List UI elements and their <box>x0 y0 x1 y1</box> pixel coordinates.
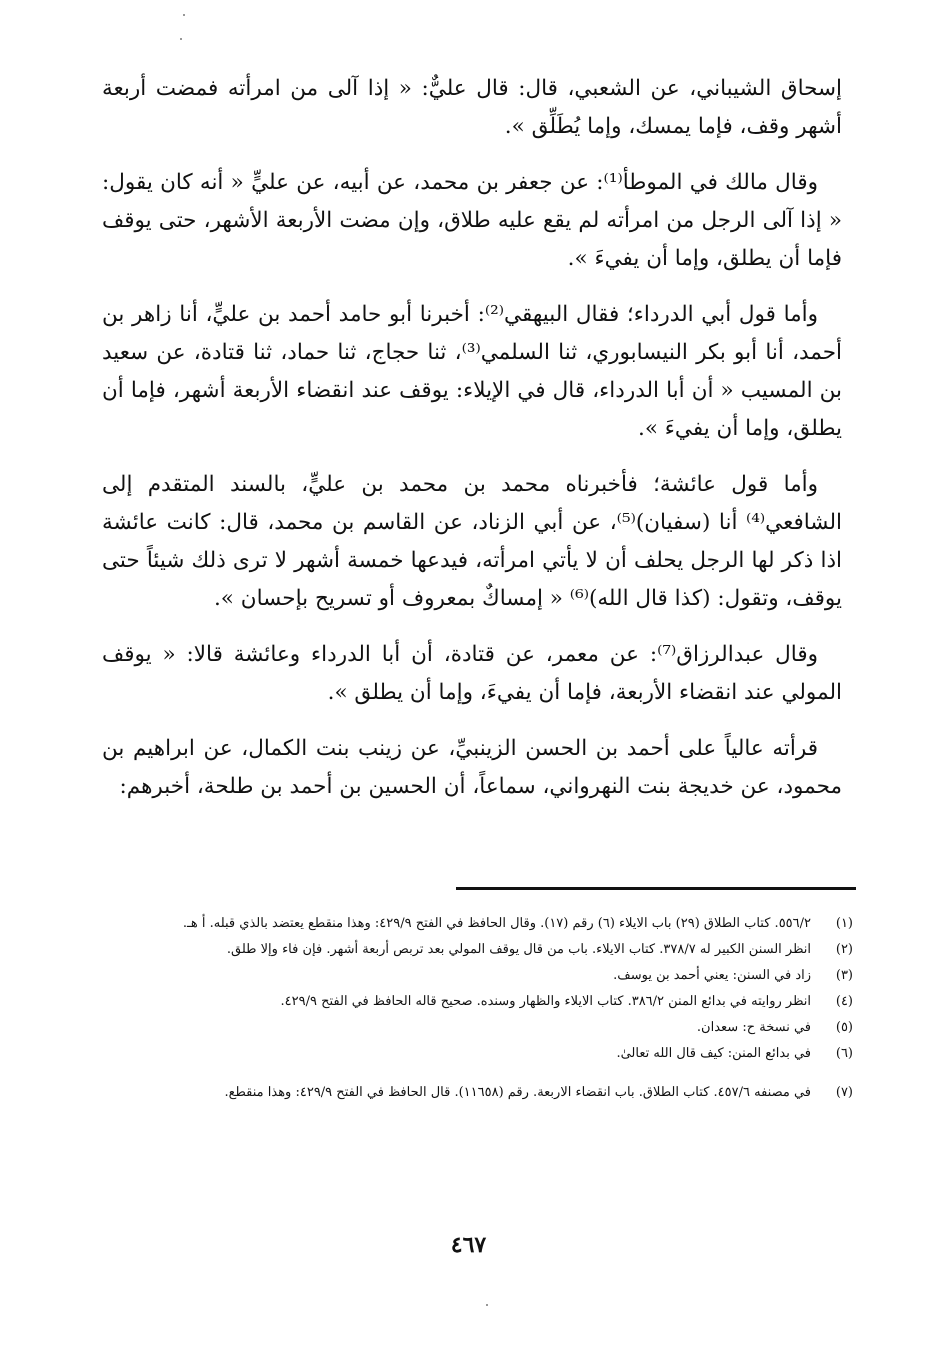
footnote-text: انظر السنن الكبير له ٣٧٨/٧. كتاب الايلاء. باب من قال يوقف المولي بعد تربص أربعة أشهر. فإن فاء وإلا طلق. <box>226 942 811 957</box>
footnote-number: (١) <box>835 916 853 931</box>
footnote-text: في نسخة ح: سعدان. <box>696 1020 811 1035</box>
footnote <box>108 990 853 1013</box>
page-number: ٤٦٧ <box>450 1232 487 1258</box>
main-text <box>102 70 842 824</box>
paragraph-1: إسحاق الشيباني، عن الشعبي، قال: قال عليٌّ: « إذا آلى من امرأته فمضت أربعة أشهر وقف، فإما يمسك، وإما يُطَلِّق ». <box>102 76 842 139</box>
paragraph-6: قرأته عالياً على أحمد بن الحسن الزينبيِّ، عن زينب بنت الكمال، عن ابراهيم بن محمود، عن خديجة بنت النهرواني، سماعاً، أن الحسين بن أحمد بن طلحة، أخبرهم: <box>102 736 842 799</box>
footnote <box>108 1042 853 1065</box>
footnote <box>108 938 853 961</box>
footnote-number: (٧) <box>835 1085 853 1100</box>
footnote-number: (٦) <box>835 1046 853 1061</box>
footnote <box>108 1016 853 1039</box>
scan-speck <box>183 14 185 16</box>
paragraph-4: وأما قول عائشة؛ فأخبرناه محمد بن محمد بن عليٍّ، بالسند المتقدم إلى الشافعي⁽⁴⁾ أنا (سفيان)⁽⁵⁾، عن أبي الزناد، عن القاسم بن محمد، قال: كانت عائشة اذا ذكر لها الرجل يحلف أن لا يأتي امرأته، فيدعها خمسة أشهر لا ترى ذلك شيئاً حتى يوقف، وتقول: (كذا قال الله)⁽⁶⁾ « إمساكٌ بمعروف أو تسريح بإحسان ». <box>102 472 842 611</box>
footnote-separator <box>456 887 856 890</box>
footnote-text: زاد في السنن: يعني أحمد بن يوسف. <box>613 968 811 983</box>
footnote-number: (٥) <box>835 1020 853 1035</box>
footnote-text: في بدائع المنن: كيف قال الله تعالىٰ. <box>616 1046 811 1061</box>
scan-speck <box>486 1304 488 1306</box>
paragraph-5: وقال عبدالرزاق⁽⁷⁾: عن معمر، عن قتادة، أن أبا الدرداء وعائشة قالا: « يوقف المولي عند انقضاء الأربعة، فإما أن يفيءَ، وإما أن يطلق ». <box>102 642 842 705</box>
footnote <box>108 964 853 987</box>
footnote-text: في مصنفه ٤٥٧/٦. كتاب الطلاق. باب انقضاء الاربعة. رقم (١١٦٥٨). قال الحافظ في الفتح ٤٢٩/٩: وهذا منقطع. <box>224 1085 811 1100</box>
footnote-text: انظر روايته في بدائع المنن ٣٨٦/٢. كتاب الايلاء والظهار وسنده. صحيح قاله الحافظ في الفتح ٤٢٩/٩. <box>280 994 811 1009</box>
footnote <box>108 912 853 935</box>
footnote-text: ٥٥٦/٢. كتاب الطلاق (٢٩) باب الايلاء (٦) رقم (١٧). وقال الحافظ في الفتح ٤٢٩/٩: وهذا منقطع يعتضد بالذي قبله. أ هـ. <box>182 916 811 931</box>
footnote-number: (٣) <box>835 968 853 983</box>
scan-speck <box>180 38 182 40</box>
paragraph-3: وأما قول أبي الدرداء؛ فقال البيهقي⁽²⁾: أخبرنا أبو حامد أحمد بن عليٍّ، أنا زاهر بن أحمد، أنا أبو بكر النيسابوري، ثنا السلمي⁽³⁾، ثنا حجاج، ثنا حماد، ثنا قتادة، عن سعيد بن المسيب « أن أبا الدرداء، قال في الإيلاء: يوقف عند انقضاء الأربعة أشهر، فإما أن يطلق، وإما أن يفيءَ ». <box>102 302 842 441</box>
footnote-number: (٤) <box>835 994 853 1009</box>
footnotes <box>108 912 853 1107</box>
footnote <box>108 1081 853 1104</box>
paragraph-2: وقال مالك في الموطأ⁽¹⁾: عن جعفر بن محمد، عن أبيه، عن عليٍّ « أنه كان يقول: « إذا آلى الرجل من امرأته لم يقع عليه طلاق، وإن مضت الأربعة الأشهر، حتى يوقف فإما أن يطلق، وإما أن يفيءَ ». <box>102 170 842 271</box>
footnote-number: (٢) <box>835 942 853 957</box>
